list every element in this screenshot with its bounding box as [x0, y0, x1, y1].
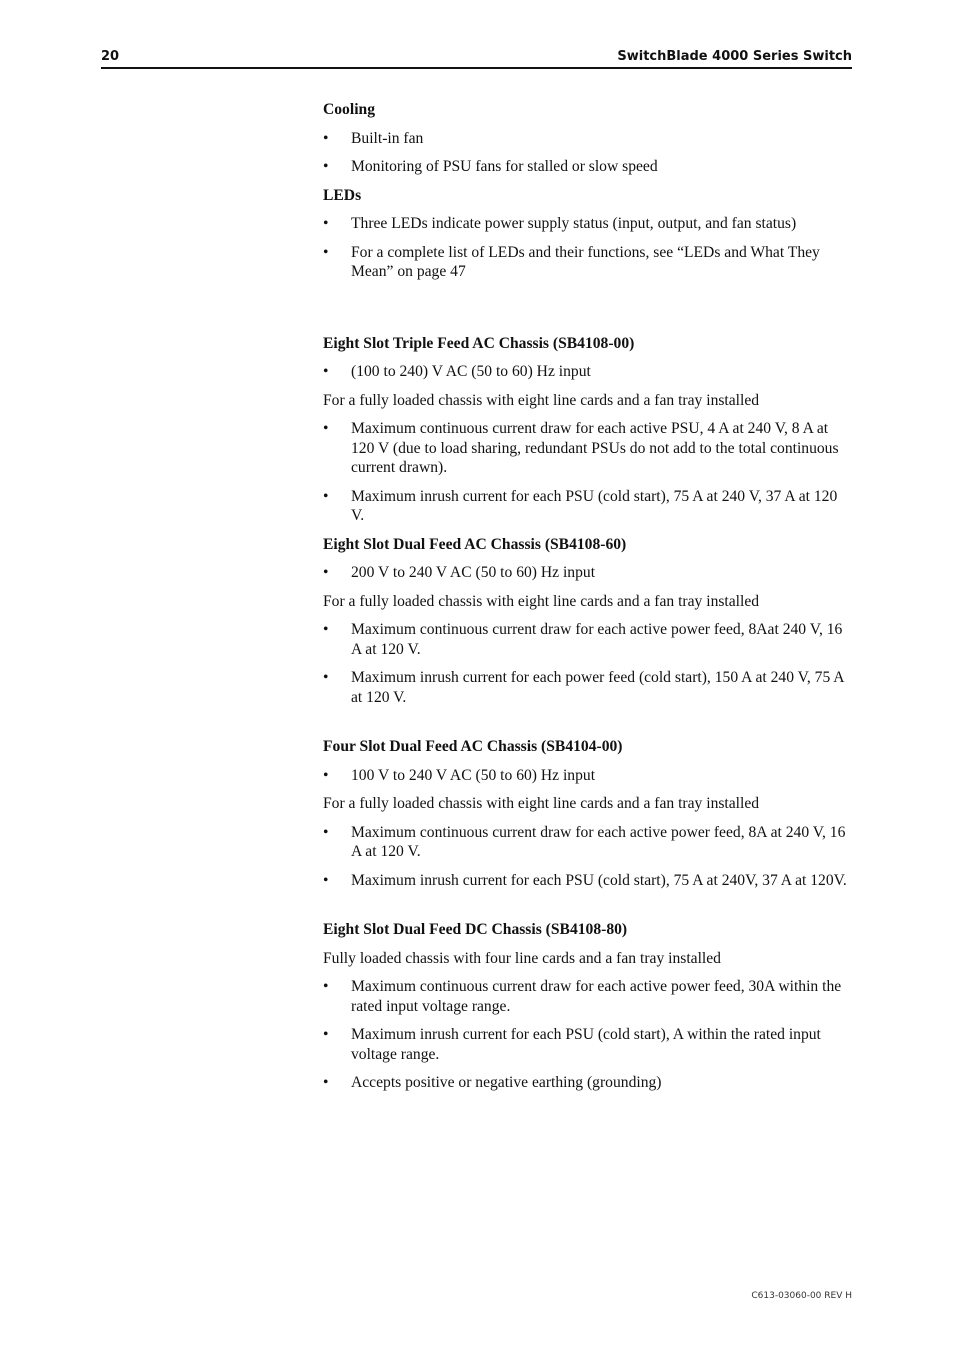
- section: [323, 737, 853, 890]
- bullet-icon: •: [323, 669, 329, 686]
- bullet-icon: •: [323, 158, 329, 175]
- bullet-text: Accepts positive or negative earthing (grounding): [351, 1074, 662, 1091]
- bullet-item: [323, 668, 853, 707]
- section-title: Four Slot Dual Feed AC Chassis (SB4104-00): [323, 738, 623, 755]
- bullet-text: Monitoring of PSU fans for stalled or slow speed: [351, 158, 658, 175]
- bullet-text: Built-in fan: [351, 129, 424, 147]
- bullet-text: For a complete list of LEDs and their functions, see “LEDs and What They Mean” on page 47: [351, 243, 820, 280]
- bullet-icon: •: [323, 129, 329, 147]
- bullet-item: [323, 157, 853, 177]
- bullet-icon: •: [323, 871, 329, 889]
- bullet-text: Maximum inrush current for each PSU (cold start), 75 A at 240V, 37 A at 120V.: [351, 871, 847, 889]
- section: [323, 920, 853, 1093]
- bullet-icon: •: [323, 487, 329, 505]
- section: [323, 334, 853, 526]
- bullet-icon: •: [323, 215, 329, 232]
- section-title: Eight Slot Dual Feed AC Chassis (SB4108-60): [323, 535, 627, 553]
- bullet-icon: •: [323, 1074, 329, 1091]
- bullet-text: Maximum continuous current draw for each active power feed, 8Aat 240 V, 16 A at 120 V.: [351, 621, 843, 658]
- bullet-item: [323, 487, 853, 526]
- section-title: Cooling: [323, 101, 375, 118]
- bullet-text: 200 V to 240 V AC (50 to 60) Hz input: [351, 564, 596, 581]
- bullet-icon: •: [323, 766, 329, 784]
- section: [323, 535, 853, 708]
- bullet-item: [323, 620, 853, 659]
- paragraph: For a fully loaded chassis with eight line cards and a fan tray installed: [323, 795, 760, 812]
- paragraph: For a fully loaded chassis with eight line cards and a fan tray installed: [323, 391, 760, 409]
- bullet-item: [323, 823, 853, 862]
- bullet-icon: •: [323, 363, 329, 380]
- bullet-text: Maximum inrush current for each PSU (cold start), 75 A at 240 V, 37 A at 120 V.: [351, 487, 838, 524]
- bullet-item: [323, 1025, 853, 1064]
- bullet-text: Maximum inrush current for each power feed (cold start), 150 A at 240 V, 75 A at 120 V.: [351, 669, 844, 706]
- bullet-text: Maximum inrush current for each PSU (cold start), A within the rated input voltage range.: [351, 1026, 821, 1063]
- paragraph: Fully loaded chassis with four line cards and a fan tray installed: [323, 949, 721, 967]
- bullet-text: Maximum continuous current draw for each active power feed, 30A within the rated input voltage range.: [351, 978, 842, 1015]
- bullet-item: [323, 214, 853, 234]
- section: [323, 186, 853, 282]
- bullet-item: [323, 1073, 853, 1093]
- bullet-icon: •: [323, 621, 329, 638]
- section-title: LEDs: [323, 186, 362, 204]
- section-title: Eight Slot Dual Feed DC Chassis (SB4108-80): [323, 921, 628, 938]
- section: [323, 100, 853, 177]
- page-number: 20: [101, 49, 120, 64]
- bullet-text: 100 V to 240 V AC (50 to 60) Hz input: [351, 766, 596, 784]
- bullet-icon: •: [323, 823, 329, 841]
- bullet-text: Three LEDs indicate power supply status (input, output, and fan status): [351, 215, 797, 232]
- bullet-icon: •: [323, 1026, 329, 1043]
- bullet-icon: •: [323, 420, 329, 437]
- bullet-item: [323, 362, 853, 382]
- document-body: [323, 100, 853, 1102]
- bullet-text: Maximum continuous current draw for each active PSU, 4 A at 240 V, 8 A at 120 V (due to load sharing, redundant PSUs do not add to the total continuous current drawn).: [351, 420, 839, 476]
- bullet-icon: •: [323, 564, 329, 581]
- bullet-item: [323, 243, 853, 282]
- bullet-text: Maximum continuous current draw for each active power feed, 8A at 240 V, 16 A at 120 V.: [351, 823, 846, 860]
- bullet-icon: •: [323, 978, 329, 995]
- bullet-item: [323, 977, 853, 1016]
- bullet-item: [323, 129, 853, 149]
- bullet-icon: •: [323, 243, 329, 261]
- running-title: SwitchBlade 4000 Series Switch: [617, 49, 852, 64]
- document-id: C613-03060-00 REV H: [751, 1291, 852, 1301]
- section-title: Eight Slot Triple Feed AC Chassis (SB4108-00): [323, 334, 635, 352]
- bullet-item: [323, 419, 853, 478]
- paragraph: For a fully loaded chassis with eight line cards and a fan tray installed: [323, 592, 760, 610]
- page-header: [101, 47, 852, 69]
- bullet-text: (100 to 240) V AC (50 to 60) Hz input: [351, 363, 591, 380]
- bullet-item: [323, 766, 853, 786]
- bullet-item: [323, 563, 853, 583]
- bullet-item: [323, 871, 853, 891]
